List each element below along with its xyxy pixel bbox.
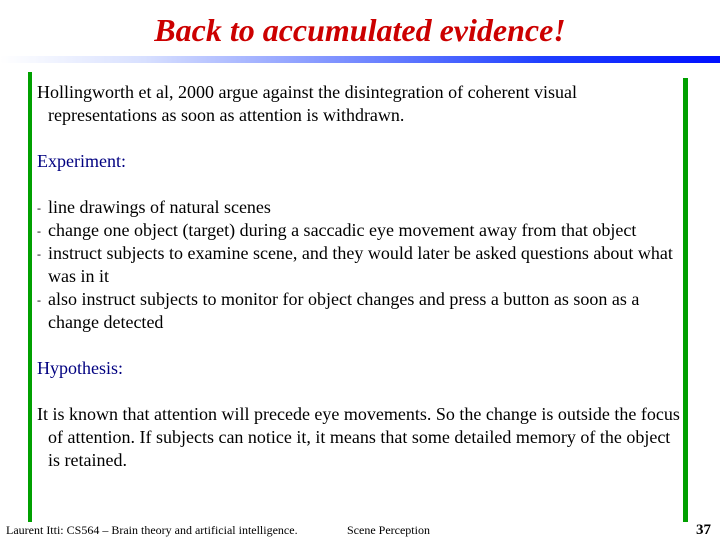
hypothesis-heading: Hypothesis: xyxy=(37,358,124,378)
list-item xyxy=(37,219,682,242)
experiment-heading: Experiment: xyxy=(37,151,126,171)
page-number: 37 xyxy=(696,522,711,538)
list-item xyxy=(37,288,682,334)
bullet-marker: - xyxy=(37,293,41,307)
bullet-marker: - xyxy=(37,247,41,261)
spacer xyxy=(37,173,682,196)
right-accent-bar xyxy=(683,78,688,522)
bullet-marker: - xyxy=(37,201,41,215)
footer-course: Laurent Itti: CS564 – Brain theory and artificial intelligence. xyxy=(6,523,298,537)
list-item xyxy=(37,242,682,288)
bullet-text: change one object (target) during a saccadic eye movement away from that object xyxy=(48,220,637,240)
slide-title: Back to accumulated evidence! xyxy=(154,12,566,48)
intro-paragraph: Hollingworth et al, 2000 argue against the disintegration of coherent visual representations as soon as attention is withdrawn. xyxy=(37,82,578,125)
bullet-text: line drawings of natural scenes xyxy=(48,197,271,217)
spacer xyxy=(37,127,682,150)
bullet-text: also instruct subjects to monitor for object changes and press a button as soon as a change detected xyxy=(48,289,640,332)
left-accent-bar xyxy=(28,72,32,522)
footer-topic: Scene Perception xyxy=(347,523,430,537)
list-item xyxy=(37,196,682,219)
title-divider xyxy=(0,56,720,63)
experiment-bullet-list xyxy=(37,196,682,334)
slide-body xyxy=(37,81,682,472)
hypothesis-paragraph: It is known that attention will precede eye movements. So the change is outside the focus of attention. If subjects can notice it, it means that some detailed memory of the object is retained. xyxy=(37,404,680,470)
bullet-text: instruct subjects to examine scene, and they would later be asked questions about what was in it xyxy=(48,243,673,286)
bullet-marker: - xyxy=(37,224,41,238)
spacer xyxy=(37,334,682,357)
spacer xyxy=(37,380,682,403)
